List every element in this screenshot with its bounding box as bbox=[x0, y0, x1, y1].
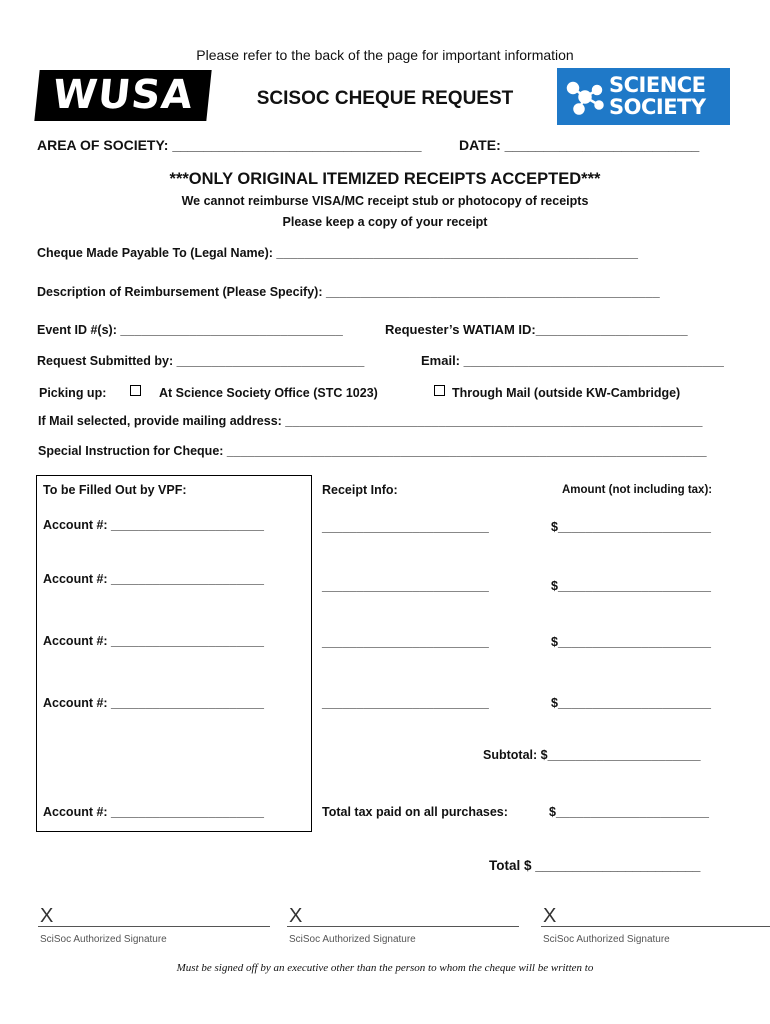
footer-note: Must be signed off by an executive other than the person to whom the cheque will be written to bbox=[176, 962, 594, 974]
description-field[interactable]: Description of Reimbursement (Please Specify): ________________________________________________ bbox=[37, 285, 660, 299]
signature-label: SciSoc Authorized Signature bbox=[543, 934, 670, 945]
amount-field[interactable]: $______________________ bbox=[551, 579, 711, 593]
amount-field[interactable]: $______________________ bbox=[551, 635, 711, 649]
notice-line-2: Please keep a copy of your receipt bbox=[282, 215, 488, 229]
logo-line-1: SCIENCE bbox=[609, 73, 706, 97]
notice-line-1: We cannot reimburse VISA/MC receipt stub or photocopy of receipts bbox=[181, 194, 589, 208]
account-field[interactable]: Account #: ______________________ bbox=[43, 572, 265, 586]
signature-label: SciSoc Authorized Signature bbox=[289, 934, 416, 945]
mail-checkbox[interactable] bbox=[434, 385, 445, 396]
vpf-header: To be Filled Out by VPF: bbox=[43, 483, 187, 497]
logo-line-2: SOCIETY bbox=[609, 95, 706, 119]
form-title: SCISOC CHEQUE REQUEST bbox=[256, 88, 514, 109]
account-field[interactable]: Account #: ______________________ bbox=[43, 634, 265, 648]
amount-header: Amount (not including tax): bbox=[562, 484, 713, 496]
mail-option-label: Through Mail (outside KW-Cambridge) bbox=[452, 386, 681, 400]
science-society-logo bbox=[557, 68, 730, 125]
tax-field[interactable]: $______________________ bbox=[549, 805, 709, 819]
receipt-field[interactable]: ________________________ bbox=[322, 579, 489, 593]
account-field[interactable]: Account #: ______________________ bbox=[43, 805, 265, 819]
submitted-by-field[interactable]: Request Submitted by: ___________________________ bbox=[37, 354, 365, 368]
account-field[interactable]: Account #: ______________________ bbox=[43, 696, 265, 710]
amount-field[interactable]: $______________________ bbox=[551, 696, 711, 710]
watiam-field[interactable]: Requester’s WATIAM ID:_____________________ bbox=[385, 322, 688, 337]
signature-x: X bbox=[40, 905, 54, 927]
receipt-field[interactable]: ________________________ bbox=[322, 696, 489, 710]
area-of-society-field[interactable]: AREA OF SOCIETY: ________________________________ bbox=[37, 137, 422, 153]
special-instruction-field[interactable]: Special Instruction for Cheque: _____________________________________________________________________ bbox=[38, 444, 707, 458]
picking-up-label: Picking up: bbox=[39, 386, 107, 400]
date-field[interactable]: DATE: _________________________ bbox=[459, 137, 700, 153]
office-option-label: At Science Society Office (STC 1023) bbox=[159, 386, 378, 400]
top-note: Please refer to the back of the page for important information bbox=[196, 47, 574, 63]
signature-line[interactable] bbox=[287, 926, 519, 927]
email-field[interactable]: Email: ____________________________________ bbox=[421, 353, 724, 368]
event-id-field[interactable]: Event ID #(s): ________________________________ bbox=[37, 323, 343, 337]
receipts-heading: ***ONLY ORIGINAL ITEMIZED RECEIPTS ACCEPTED*** bbox=[169, 170, 601, 188]
receipt-info-header: Receipt Info: bbox=[322, 483, 398, 497]
receipt-field[interactable]: ________________________ bbox=[322, 635, 489, 649]
signature-line[interactable] bbox=[541, 926, 770, 927]
signature-x: X bbox=[543, 905, 557, 927]
molecule-icon bbox=[565, 78, 605, 116]
subtotal-field[interactable]: Subtotal: $______________________ bbox=[483, 748, 701, 762]
account-field[interactable]: Account #: ______________________ bbox=[43, 518, 265, 532]
signature-x: X bbox=[289, 905, 303, 927]
payable-to-field[interactable]: Cheque Made Payable To (Legal Name): ____________________________________________________ bbox=[37, 246, 638, 260]
office-checkbox[interactable] bbox=[130, 385, 141, 396]
receipt-field[interactable]: ________________________ bbox=[322, 520, 489, 534]
signature-line[interactable] bbox=[38, 926, 270, 927]
mailing-address-field[interactable]: If Mail selected, provide mailing address: ____________________________________________________________ bbox=[38, 414, 703, 428]
wusa-logo: WUSA bbox=[34, 70, 211, 121]
signature-label: SciSoc Authorized Signature bbox=[40, 934, 167, 945]
tax-label: Total tax paid on all purchases: bbox=[322, 805, 508, 819]
total-field[interactable]: Total $ ______________________ bbox=[489, 858, 701, 873]
amount-field[interactable]: $______________________ bbox=[551, 520, 711, 534]
